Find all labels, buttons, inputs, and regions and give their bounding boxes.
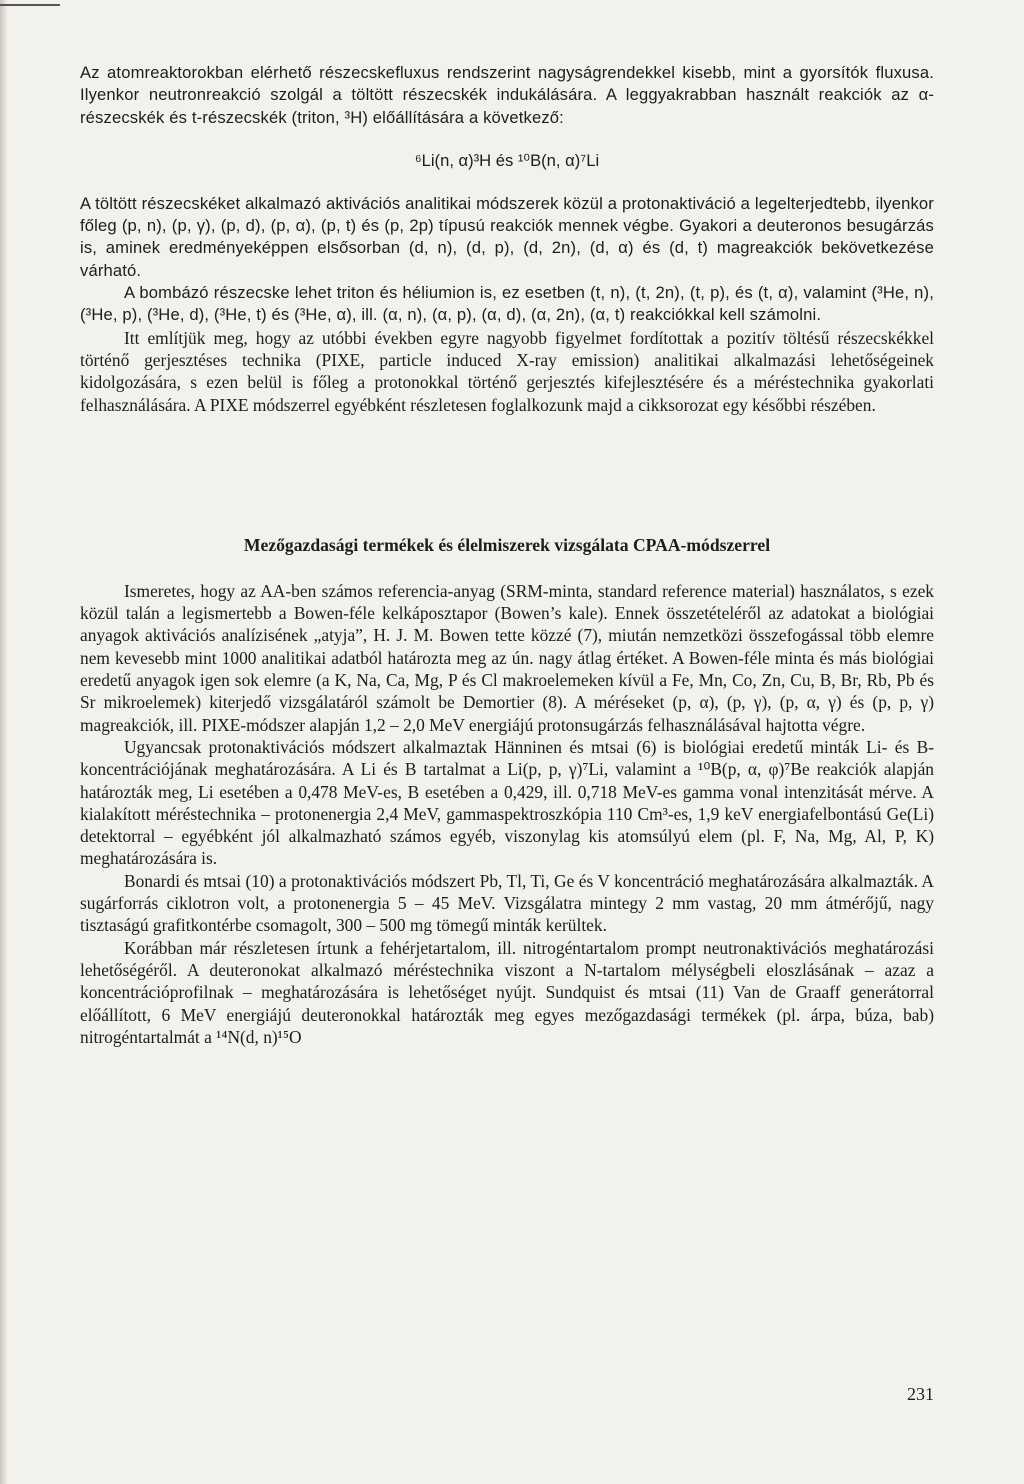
paragraph-sundquist: Korábban már részletesen írtunk a fehérjetartalom, ill. nitrogéntartalom prompt neutronaktivációs meghatározási lehetőségéről. A deuteronokat alkalmazó méréstechnika viszont a N-tartalom mélységbeli eloszlásának – azaz a koncentrációprofilnak – meghatározására is lehetőséget nyújt. Sundquist és mtsai (11) Van de Graaff generátorral előállított, 6 MeV energiájú deuteronokkal határozták meg egyes mezőgazdasági termékek (pl. árpa, búza, bab) nitrogéntartalmát a ¹⁴N(d, n)¹⁵O xyxy=(80,937,934,1047)
paragraph-reactor-flux: Az atomreaktorokban elérhető részecskefluxus rendszerint nagyságrendekkel kisebb, mint a gyorsítók fluxusa. Ilyenkor neutronreakció szolgál a töltött részecskék indukálására. A leggyakrabban használt reakciók az α-részecskék és t-részecskék (triton, ³H) előállítására a következő: xyxy=(80,63,934,127)
paragraph-pixe: Itt említjük meg, hogy az utóbbi években egyre nagyobb figyelmet fordítottak a pozitív töltésű részecskékkel történő gerjesztéses technika (PIXE, particle induced X-ray emission) analitikai alkalmazási lehetőségeinek kidolgozására, s ezen belül is főleg a protonokkal történő gerjesztés kifejlesztésére és a méréstechnika gyakorlati felhasználására. A PIXE módszerrel egyébként részletesen foglalkozunk majd a cikksorozat egy későbbi részében. xyxy=(80,327,934,415)
section-heading: Mezőgazdasági termékek és élelmiszerek vizsgálata CPAA-módszerrel xyxy=(243,534,771,555)
paragraph-bonardi: Bonardi és mtsai (10) a protonaktivációs módszert Pb, Tl, Ti, Ge és V koncentráció meghatározására alkalmazták. A sugárforrás ciklotron volt, a protonenergia 5 – 45 MeV. Vizsgálatra mintegy 2 mm vastag, 20 mm átmérőjű, nagy tisztaságú grafitkontérbe csomagolt, 300 – 500 mg tömegű minták kerültek. xyxy=(80,870,934,936)
page-edge-shadow xyxy=(0,0,8,1484)
paragraph-bowen-kale: Ismeretes, hogy az AA-ben számos referencia-anyag (SRM-minta, standard reference material) használatos, s ezek közül talán a legismertebb a Bowen-féle kelkáposztapor (Bowen’s kale). Ennek összetételéről az adatokat a biológiai anyagok aktivációs analízisének „atyja”, H. J. M. Bowen tette közzé (7), miután nemzetközi összefogással több elemre nem kevesebb mint 1000 analitikai adatból határozta meg az ún. nagy átlag értéket. A Bowen-féle minta és más biológiai eredetű anyagok igen sok elemre (a K, Na, Ca, Mg, P és Cl makroelemeken kívül a Fe, Mn, Co, Zn, Cu, B, Br, Rb, Pb és Sr mikroelemek) kiterjedő vizsgálatáról számolt be Demortier (8). A méréseket (p, α), (p, γ), (p, α, γ) és (p, p, γ) magreakciók, ill. PIXE-módszer alapján 1,2 – 2,0 MeV energiájú protonsugárzás felhasználásával hajtotta végre. xyxy=(80,580,934,735)
paragraph-hanninen: Ugyancsak protonaktivációs módszert alkalmaztak Hänninen és mtsai (6) is biológiai eredetű minták Li- és B-koncentrációjának meghatározására. A Li és B tartalmat a Li(p, p, γ)⁷Li, valamint a ¹⁰B(p, α, φ)⁷Be reakciók alapján határozták meg, Li esetében a 0,478 MeV-es, B esetében a 0,429, ill. 0,718 MeV-es gamma vonal intenzitását mérve. A kialakított méréstechnika – protonenergia 2,4 MeV, gammaspektroszkópia 110 Cm³-es, 1,9 keV energiafelbontású Ge(Li) detektorral – egyébként jól alkalmazható számos egyéb, viszonylag kis atomsúlyú elem (pl. F, Na, Mg, Al, P, K) meghatározására is. xyxy=(80,736,934,869)
corner-mark xyxy=(0,4,60,6)
paragraph-proton-activation: A töltött részecskéket alkalmazó aktivációs analitikai módszerek közül a protonaktiváció a legelterjedtebb, ilyenkor főleg (p, n), (p, γ), (p, d), (p, α), (p, t) és (p, 2p) típusú reakciók mennek végbe. Gyakori a deuteronos besugárzás is, aminek eredményeképpen elsősorban (d, n), (d, p), (d, 2n), (d, α) és (d, t) magreakciók bekövetkezése várható. xyxy=(80,193,934,280)
page-number: 231 xyxy=(907,1384,934,1404)
paragraph-triton-helium: A bombázó részecske lehet triton és héliumion is, ez esetben (t, n), (t, 2n), (t, p), és (t, α), valamint (³He, n), (³He, p), (³He, d), (³He, t) és (³He, α), ill. (α, n), (α, p), (α, d), (α, 2n), (α, t) reakciókkal kell számolni. xyxy=(80,283,934,325)
reaction-formula: ⁶Li(n, α)³H és ¹⁰B(n, α)⁷Li xyxy=(414,150,600,170)
text-column xyxy=(80,62,934,1048)
